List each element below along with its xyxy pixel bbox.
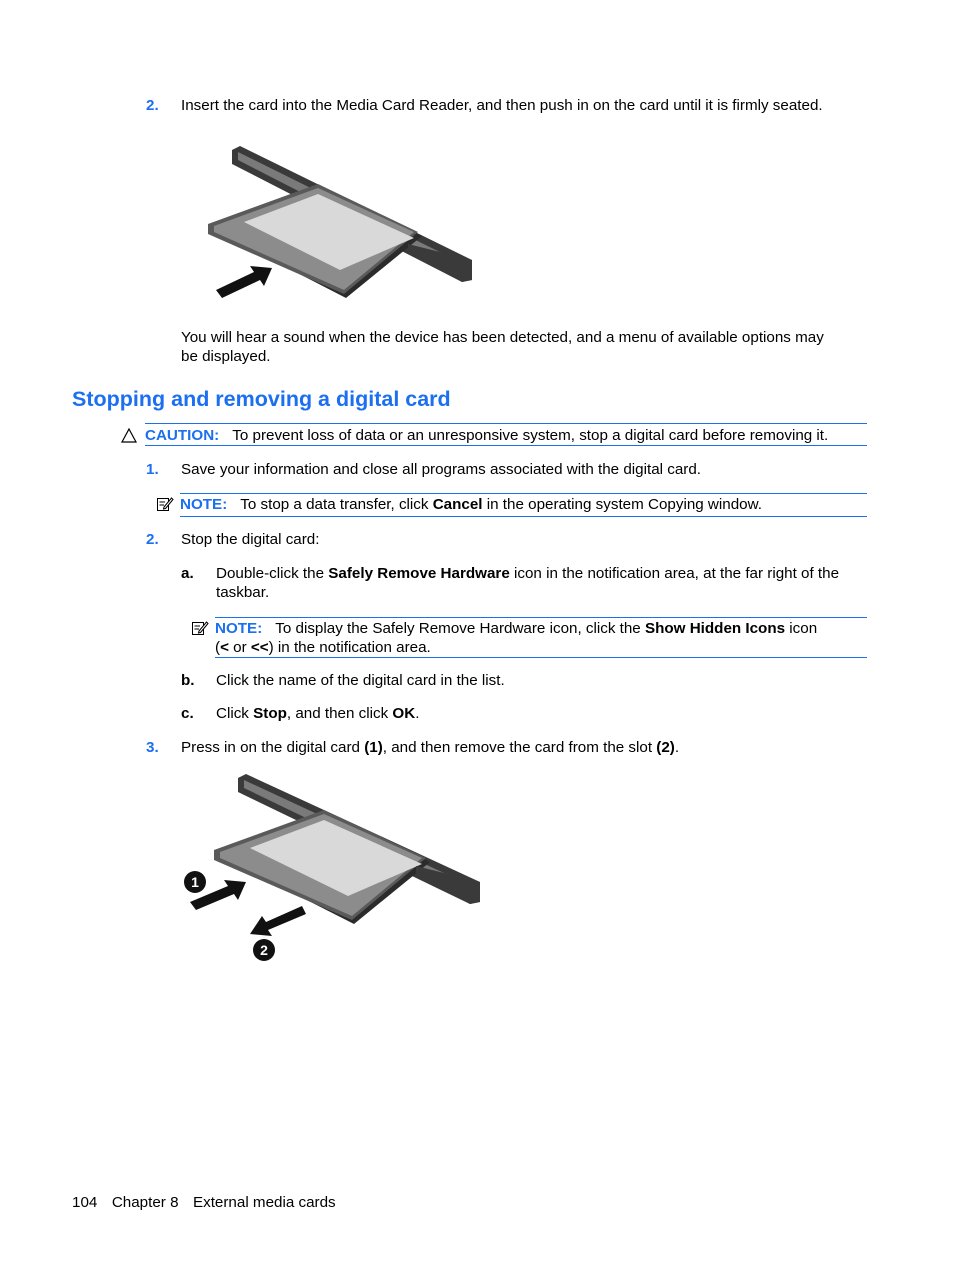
- note-text: or: [228, 639, 251, 656]
- step-number: 2.: [146, 97, 159, 114]
- note-text: To display the Safely Remove Hardware icon, click the: [275, 620, 645, 637]
- note-bold-text: Show Hidden Icons: [644, 620, 786, 637]
- substep-text-part: icon in the notification area, at the far right of the: [509, 565, 840, 582]
- callout-1-label: 1: [191, 874, 199, 890]
- step-text: [181, 738, 679, 757]
- step-number: 1.: [146, 461, 159, 478]
- substep-text: [216, 704, 419, 723]
- note-text: To stop a data transfer, click: [240, 496, 433, 513]
- note-text: icon: [785, 620, 818, 637]
- step-text: Stop the digital card:: [181, 531, 320, 548]
- caution-text: To prevent loss of data or an unresponsive system, stop a digital card before removing it.: [232, 427, 829, 444]
- section-heading: Stopping and removing a digital card: [72, 387, 451, 411]
- note-bold-text: <<: [250, 639, 269, 656]
- substep-text-part: Double-click the: [216, 565, 329, 582]
- note-text: ) in the notification area.: [268, 639, 431, 656]
- caution-label: CAUTION:: [145, 427, 220, 444]
- chapter-title: External media cards: [192, 1194, 336, 1211]
- callout-2-label: 2: [260, 942, 268, 958]
- step-number: 3.: [146, 739, 159, 756]
- note-text: in the operating system Copying window.: [482, 496, 762, 513]
- chapter-label: Chapter 8: [111, 1194, 179, 1211]
- substep-text: Click the name of the digital card in the list.: [216, 672, 505, 689]
- page-number: 104: [72, 1194, 98, 1211]
- caution-box: [145, 423, 867, 446]
- note-bold-text: Cancel: [432, 496, 483, 513]
- step-text-part: .: [674, 739, 680, 756]
- note-box: [215, 617, 867, 658]
- step-text: Insert the card into the Media Card Reader, and then push in on the card until it is firmly seated.: [181, 97, 823, 114]
- step-bold-text: (1): [364, 739, 383, 756]
- page-footer: [72, 1193, 336, 1212]
- card-removal-illustration: [178, 770, 488, 970]
- substep-text-part: Click: [216, 705, 254, 722]
- substep-letter: a.: [181, 565, 194, 582]
- note-box: [180, 493, 867, 517]
- note-text: (: [215, 639, 221, 656]
- paragraph-line: You will hear a sound when the device has been detected, and a menu of available options may: [181, 329, 824, 346]
- substep-text-line2: taskbar.: [216, 584, 270, 601]
- substep-bold-text: Stop: [253, 705, 287, 722]
- note-label: NOTE:: [215, 620, 263, 637]
- step-bold-text: (2): [656, 739, 675, 756]
- note-pencil-icon: [156, 495, 174, 512]
- substep-letter: b.: [181, 672, 195, 689]
- substep-text-part: , and then click: [286, 705, 393, 722]
- substep-text: [216, 564, 839, 583]
- step-text: Save your information and close all programs associated with the digital card.: [181, 461, 702, 478]
- substep-bold-text: Safely Remove Hardware: [328, 565, 510, 582]
- card-insert-illustration: [200, 140, 485, 310]
- step-number: 2.: [146, 531, 159, 548]
- warning-triangle-icon: [121, 428, 137, 443]
- substep-letter: c.: [181, 705, 194, 722]
- substep-text-part: .: [415, 705, 420, 722]
- note-label: NOTE:: [180, 496, 228, 513]
- substep-bold-text: OK: [392, 705, 416, 722]
- step-text-part: Press in on the digital card: [181, 739, 365, 756]
- note-bold-text: <: [220, 639, 229, 656]
- note-pencil-icon: [191, 619, 209, 636]
- paragraph-line: be displayed.: [181, 348, 271, 365]
- step-text-part: , and then remove the card from the slot: [382, 739, 657, 756]
